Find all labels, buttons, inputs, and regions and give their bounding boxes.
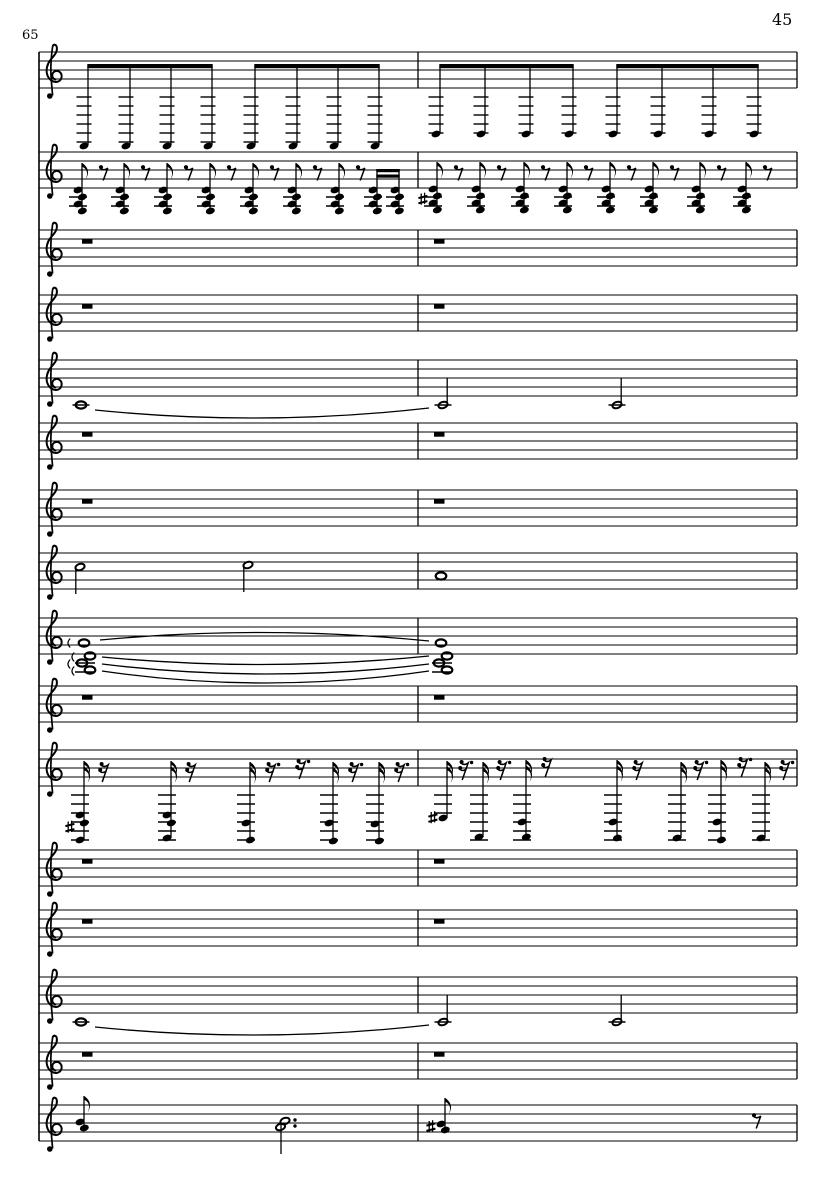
tie-hook — [72, 667, 74, 676]
dotted-half-chord — [275, 1117, 297, 1154]
staff-3 — [39, 223, 797, 277]
eighth-chord — [69, 163, 88, 215]
treble-clef-icon — [47, 288, 62, 342]
beamed-eighth-group — [77, 64, 216, 150]
tie — [102, 671, 429, 683]
half-note — [435, 995, 452, 1026]
whole-measure-rest — [434, 305, 445, 309]
whole-measure-rest — [434, 1053, 445, 1057]
sixteenth-chord — [708, 760, 727, 844]
whole-measure-rest — [434, 433, 445, 437]
eighth-chord — [111, 163, 130, 215]
staff-4 — [39, 288, 797, 342]
eighth-chord — [426, 1098, 451, 1134]
sixteenth-chord — [428, 761, 453, 823]
tie — [102, 664, 429, 674]
treble-clef-icon — [47, 45, 62, 99]
eighth-chord — [326, 163, 345, 215]
sixteenth-chord — [668, 762, 687, 842]
sixteenth-rest — [394, 762, 409, 782]
beamed-eighth-group — [429, 64, 577, 138]
sixteenth-chord — [366, 762, 385, 845]
staff-8 — [39, 546, 797, 600]
sixteenth-rest — [295, 759, 310, 779]
eighth-chord — [154, 163, 173, 215]
measure-number: 65 — [22, 28, 39, 43]
whole-measure-rest — [82, 240, 93, 244]
eighth-rest — [752, 1113, 761, 1128]
staff-10 — [39, 679, 797, 733]
whole-measure-rest — [82, 1053, 93, 1057]
treble-clef-icon — [47, 1036, 62, 1090]
sixteenth-rest — [737, 757, 752, 777]
half-note — [609, 378, 626, 409]
whole-measure-rest — [82, 500, 93, 504]
sixteenth-chord — [237, 762, 256, 844]
sixteenth-rest — [541, 757, 551, 777]
staff-16 — [39, 1096, 797, 1154]
whole-note — [73, 1018, 90, 1025]
sixteenth-chord — [470, 762, 489, 841]
eighth-rest — [99, 165, 108, 180]
whole-measure-rest — [82, 920, 93, 924]
treble-clef-icon — [47, 546, 62, 600]
sixteenth-chord — [513, 760, 532, 841]
whole-measure-rest — [434, 240, 445, 244]
treble-clef-icon — [47, 970, 62, 1024]
sixteenth-rest — [265, 762, 280, 782]
treble-clef-icon — [47, 903, 62, 957]
staff-11 — [39, 743, 797, 846]
tie-hook — [68, 660, 70, 669]
eighth-rest — [717, 165, 726, 180]
eighth-chord — [197, 163, 216, 215]
eighth-rest — [270, 165, 279, 180]
eighth-rest — [497, 165, 506, 180]
staff-12 — [39, 843, 797, 897]
whole-measure-rest — [82, 433, 93, 437]
eighth-rest — [356, 165, 365, 180]
eighth-chord — [283, 163, 302, 215]
treble-clef-icon — [47, 353, 62, 407]
half-note — [609, 995, 626, 1026]
sixteenth-chord — [65, 761, 90, 844]
tie-hook — [68, 639, 70, 648]
sixteenth-chord — [604, 760, 623, 842]
page-number: 45 — [772, 10, 793, 29]
staff-9 — [39, 611, 797, 683]
whole-measure-rest — [434, 500, 445, 504]
eighth-rest — [184, 165, 193, 180]
tie — [95, 1025, 429, 1035]
staff-7 — [39, 483, 797, 537]
treble-clef-icon — [47, 223, 62, 277]
eighth-rest — [313, 165, 322, 180]
eighth-rest — [227, 165, 236, 180]
whole-note — [436, 572, 447, 579]
staff-5 — [39, 353, 797, 418]
eighth-rest — [584, 165, 593, 180]
sixteenth-chord — [320, 762, 339, 845]
tie — [100, 632, 429, 641]
half-note — [435, 378, 452, 409]
sixteenth-chord — [752, 762, 771, 842]
whole-measure-rest — [82, 305, 93, 309]
eighth-chord — [240, 163, 259, 215]
treble-clef-icon — [47, 679, 62, 733]
sixteenth-rest — [348, 762, 363, 782]
staff-14 — [39, 970, 797, 1035]
treble-clef-icon — [47, 611, 62, 665]
whole-measure-rest — [82, 860, 93, 864]
beamed-eighth-group — [606, 64, 762, 138]
whole-note — [73, 401, 90, 408]
whole-measure-rest — [82, 696, 93, 700]
staff-1 — [39, 45, 797, 151]
beamed-eighth-group — [244, 64, 383, 150]
eighth-rest — [763, 165, 772, 180]
eighth-rest — [627, 165, 636, 180]
staff-13 — [39, 903, 797, 957]
eighth-rest — [541, 165, 550, 180]
sixteenth-rest — [98, 762, 108, 782]
staff-2 — [39, 145, 797, 216]
treble-clef-icon — [47, 743, 62, 797]
treble-clef-icon — [47, 1098, 62, 1152]
eighth-rest — [141, 165, 150, 180]
staff-15 — [39, 1036, 797, 1090]
eighth-rest — [670, 165, 679, 180]
sixteenth-rest — [185, 762, 195, 782]
whole-measure-rest — [434, 860, 445, 864]
whole-measure-rest — [434, 920, 445, 924]
treble-clef-icon — [47, 843, 62, 897]
tie — [95, 408, 429, 418]
eighth-rest — [454, 165, 463, 180]
treble-clef-icon — [47, 483, 62, 537]
treble-clef-icon — [47, 145, 62, 199]
staff-6 — [39, 416, 797, 470]
treble-clef-icon — [47, 416, 62, 470]
sixteenth-chord — [158, 761, 177, 842]
tie — [102, 656, 429, 665]
half-note — [243, 561, 254, 592]
beamed-sixteenth-pair — [364, 169, 405, 215]
whole-measure-rest — [434, 696, 445, 700]
